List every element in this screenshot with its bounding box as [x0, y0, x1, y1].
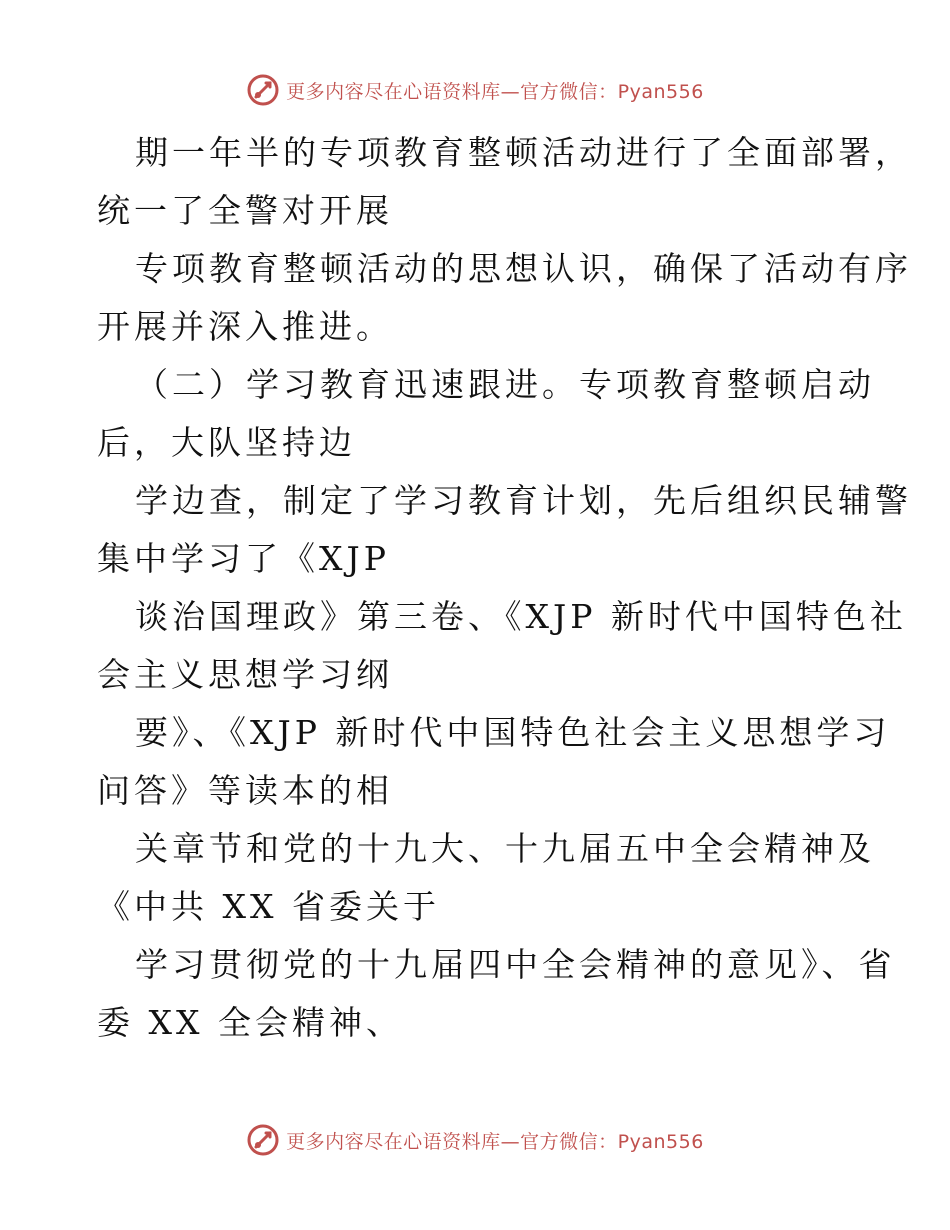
body-line: 谈治国理政》第三卷、《XJP 新时代中国特色社 — [135, 597, 907, 636]
body-line: 统一了全警对开展 — [97, 191, 393, 230]
document-body — [97, 124, 912, 1052]
body-line: 学边查，制定了学习教育计划，先后组织民辅警 — [135, 481, 912, 520]
body-line: 要》、《XJP 新时代中国特色社会主义思想学习 — [135, 713, 891, 752]
watermark-header — [0, 70, 950, 110]
watermark-text: 更多内容尽在心语资料库—官方微信：Pyan556 — [286, 80, 704, 103]
body-line: 集中学习了《XJP — [97, 539, 390, 578]
watermark-footer — [0, 1120, 950, 1160]
body-line: 学习贯彻党的十九届四中全会精神的意见》、省 — [135, 945, 896, 984]
body-line: 委 XX 全会精神、 — [97, 1003, 403, 1042]
body-line: 后，大队坚持边 — [97, 423, 356, 462]
body-line: 专项教育整顿活动的思想认识，确保了活动有序 — [135, 249, 912, 288]
body-line: 会主义思想学习纲 — [97, 655, 393, 694]
watermark-text: 更多内容尽在心语资料库—官方微信：Pyan556 — [286, 1130, 704, 1153]
body-line: （二）学习教育迅速跟进。专项教育整顿启动 — [135, 365, 875, 404]
body-line: 问答》等读本的相 — [97, 771, 393, 810]
body-line: 开展并深入推进。 — [97, 307, 393, 346]
body-line: 《中共 XX 省委关于 — [97, 887, 440, 926]
brand-logo-icon — [246, 73, 280, 107]
body-line: 期一年半的专项教育整顿活动进行了全面部署， — [135, 133, 912, 172]
brand-logo-icon — [246, 1123, 280, 1157]
body-line: 关章节和党的十九大、十九届五中全会精神及 — [135, 829, 875, 868]
